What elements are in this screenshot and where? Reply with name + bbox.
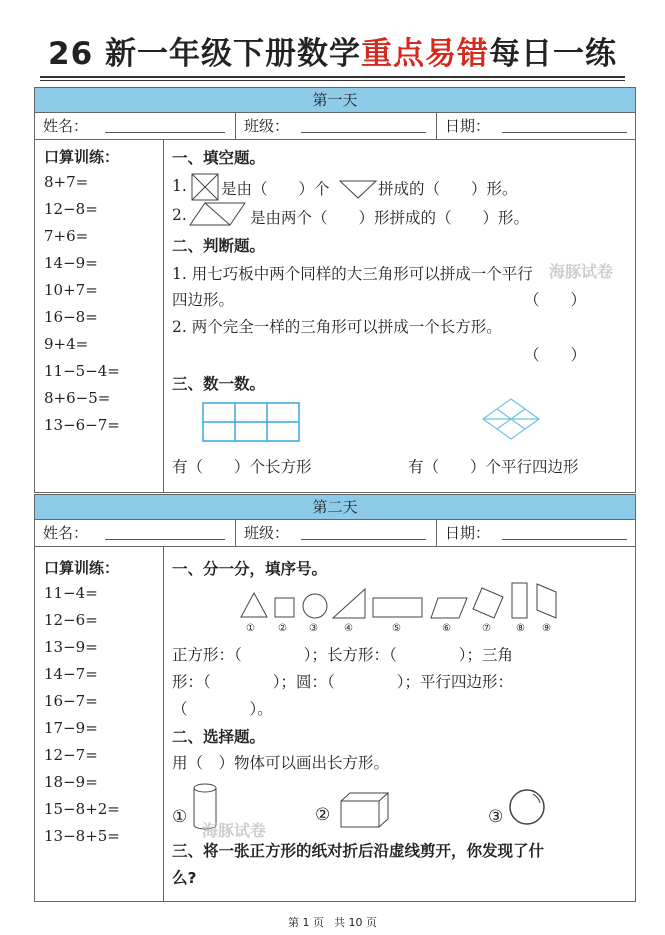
oral-item: 13−9=: [44, 638, 98, 656]
q2-text: 是由两个（ ）形拼成的（ ）形。: [250, 209, 530, 227]
q1-number: 1.: [172, 177, 187, 195]
judge1-line2: 四边形。: [172, 291, 235, 309]
day1-questions: [164, 140, 635, 492]
class-blank[interactable]: [301, 132, 426, 133]
shape-right-triangle: [332, 588, 366, 619]
title-underline-thin: [40, 80, 625, 81]
oral-item: 12−8=: [44, 200, 98, 218]
oral-item: 14−7=: [44, 665, 98, 683]
oral-item: 9+4=: [44, 335, 89, 353]
oral-item: 11−5−4=: [44, 362, 120, 380]
parallelogram-figure: [482, 398, 540, 440]
day1-oral-panel: [35, 140, 164, 492]
name-label: 姓名：: [43, 117, 89, 135]
oral-item: 17−9=: [44, 719, 98, 737]
name-blank[interactable]: [105, 132, 225, 133]
shape-number: ⑤: [392, 623, 401, 634]
oral-item: 8+6−5=: [44, 389, 111, 407]
watermark: 海豚试卷: [202, 821, 267, 840]
oral-item: 13−8+5=: [44, 827, 120, 845]
shape-number: ②: [278, 623, 287, 634]
sort-answer-line1: 正方形：（ ）；长方形：（ ）；三角: [172, 646, 514, 664]
square-with-diagonals-icon: [191, 173, 219, 201]
q1-text-b: 拼成的（ ）形。: [378, 180, 518, 198]
oral-title: 口算训练：: [44, 559, 120, 577]
name-blank[interactable]: [105, 539, 225, 540]
watermark: 海豚试卷: [549, 262, 614, 281]
name-label: 姓名：: [43, 524, 89, 542]
page-total: 共 10 页: [334, 916, 377, 929]
q2-number: 2.: [172, 206, 187, 224]
date-label: 日期：: [445, 524, 491, 542]
shape-number: ⑨: [542, 623, 551, 634]
sort-answer-line2: 形：（ ）；圆：（ ）；平行四边形：: [172, 673, 514, 691]
day2-section: [34, 494, 636, 902]
shape-number: ④: [344, 623, 353, 634]
oral-item: 15−8+2=: [44, 800, 120, 818]
oral-item: 16−8=: [44, 308, 98, 326]
rectangle-grid-figure: [202, 402, 300, 442]
shape-tilted-square: [472, 587, 504, 619]
option3-label: ③: [488, 807, 504, 827]
day2-questions: [164, 547, 635, 901]
day2-header: 第二天: [35, 495, 635, 520]
shape-rectangle: [372, 597, 423, 618]
class-label: 班级：: [244, 524, 290, 542]
page-number: 第 1 页: [288, 916, 324, 929]
sort-section-title: 一、分一分，填序号。: [172, 560, 328, 578]
shape-number: ⑥: [442, 623, 451, 634]
oral-item: 12−7=: [44, 746, 98, 764]
oral-item: 7+6=: [44, 227, 89, 245]
date-label: 日期：: [445, 117, 491, 135]
day2-oral-panel: [35, 547, 164, 901]
shape-number: ⑧: [516, 623, 525, 634]
cuboid-icon: [340, 792, 390, 828]
shape-triangle: [240, 592, 268, 618]
count-rect-question: 有（ ）个长方形: [172, 458, 312, 476]
day1-section: [34, 87, 636, 493]
sphere-icon: [509, 789, 545, 825]
day1-header: 第一天: [35, 88, 635, 113]
choice-question: 用（ ）物体可以画出长方形。: [172, 754, 390, 772]
oral-title: 口算训练：: [44, 148, 120, 166]
judge2-answer[interactable]: （ ）: [524, 346, 587, 364]
date-blank[interactable]: [502, 132, 627, 133]
shape-circle: [302, 593, 328, 619]
fold-question-line2: 么?: [172, 869, 197, 887]
option2-label: ②: [315, 805, 331, 825]
oral-item: 11−4=: [44, 584, 98, 602]
shape-square: [274, 597, 296, 618]
day1-info-row: [35, 113, 635, 140]
shape-number: ③: [309, 623, 318, 634]
choice-section-title: 二、选择题。: [172, 728, 266, 746]
count-para-question: 有（ ）个平行四边形: [408, 458, 579, 476]
sort-answer-line3: （ ）。: [172, 700, 273, 718]
class-label: 班级：: [244, 117, 290, 135]
oral-item: 10+7=: [44, 281, 98, 299]
count-section-title: 三、数一数。: [172, 375, 266, 393]
judge-section-title: 二、判断题。: [172, 237, 266, 255]
judge1-line1: 1. 用七巧板中两个同样的大三角形可以拼成一个平行: [172, 265, 533, 283]
day2-info-row: [35, 520, 635, 547]
shape-number: ⑦: [482, 623, 491, 634]
oral-item: 12−6=: [44, 611, 98, 629]
oral-item: 14−9=: [44, 254, 98, 272]
oral-item: 16−7=: [44, 692, 98, 710]
fold-question-line1: 三、将一张正方形的纸对折后沿虚线剪开，你发现了什: [172, 842, 545, 860]
oral-item: 13−6−7=: [44, 416, 120, 434]
judge2-line1: 2. 两个完全一样的三角形可以拼成一个长方形。: [172, 318, 502, 336]
shape-parallelogram: [430, 597, 468, 619]
triangle-icon: [339, 180, 377, 200]
option1-label: ①: [172, 807, 188, 827]
shape-tall-rectangle: [511, 582, 529, 619]
class-blank[interactable]: [301, 539, 426, 540]
shape-tall-parallelogram: [536, 583, 558, 619]
page-footer: [0, 914, 665, 930]
fill-section-title: 一、填空题。: [172, 149, 266, 167]
parallelogram-split-icon: [189, 202, 247, 226]
oral-item: 18−9=: [44, 773, 98, 791]
date-blank[interactable]: [502, 539, 627, 540]
q1-text-a: 是由（ ）个: [221, 180, 330, 198]
oral-item: 8+7=: [44, 173, 89, 191]
title-underline: [40, 76, 625, 78]
page-title: 26 新一年级下册数学重点易错每日一练: [48, 36, 617, 72]
judge1-answer[interactable]: （ ）: [524, 291, 587, 309]
shape-number: ①: [246, 623, 255, 634]
